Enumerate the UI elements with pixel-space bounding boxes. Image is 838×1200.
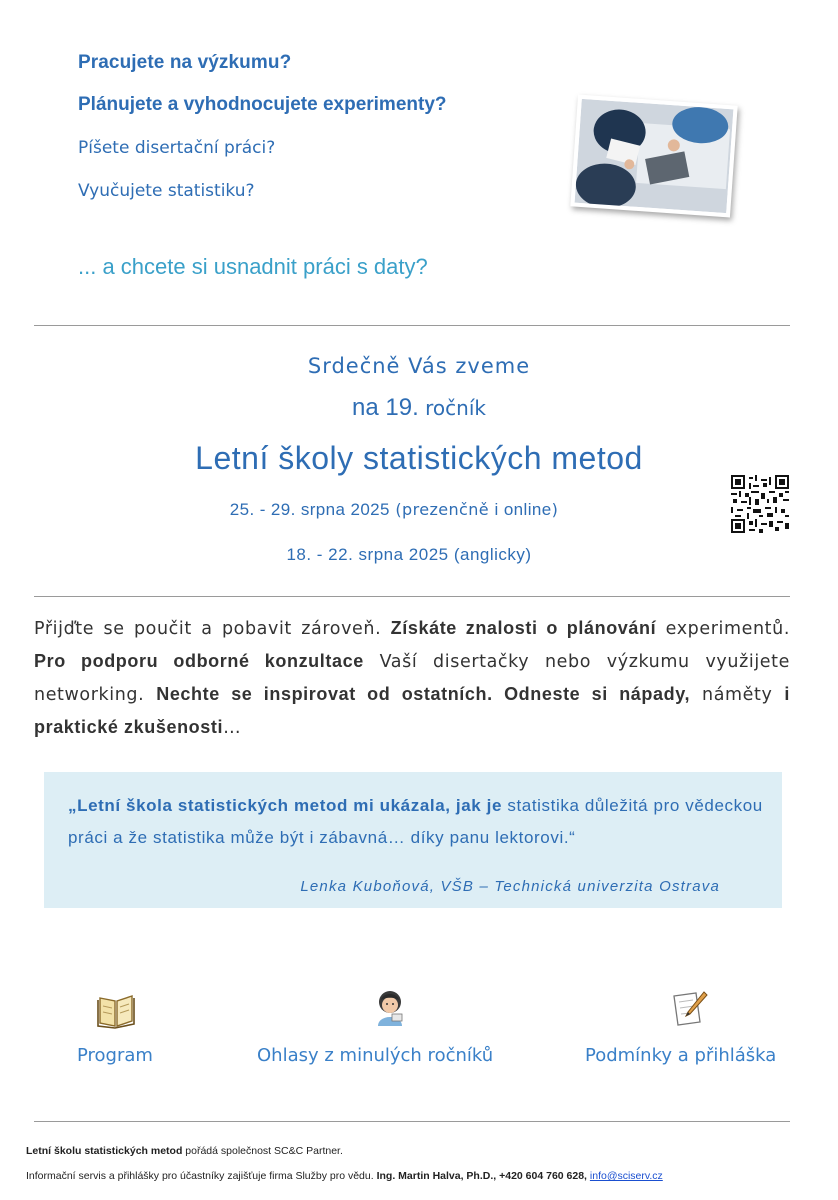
question-thesis: Píšete disertační práci? <box>78 138 276 158</box>
testimonial-quote <box>68 790 768 854</box>
reviews-link[interactable]: Ohlasy z minulých ročníků <box>257 1045 494 1066</box>
footer-contact <box>26 1170 663 1182</box>
question-teaching: Vyučujete statistiku? <box>78 181 255 201</box>
dates-czech <box>0 500 813 520</box>
book-icon[interactable] <box>96 990 136 1030</box>
dates-czech-mode: (prezenčně <box>389 500 495 519</box>
invitation-paragraph <box>34 612 790 744</box>
program-link[interactable]: Program <box>77 1045 153 1066</box>
question-research: Pracujete na výzkumu? <box>78 52 292 73</box>
dates-english: 18. - 22. srpna 2025 (anglicky) <box>286 545 532 564</box>
body-highlight-consultation: Pro podporu odborné konzultace <box>34 651 364 671</box>
footer-organizer-text: pořádá společnost SC&C Partner. <box>182 1145 343 1157</box>
edition-line <box>0 394 838 422</box>
dates-czech-online: i online <box>494 500 552 519</box>
testimonial-quote-end: statistika důležitá pro vědeckou práci a že statistika může být i zábavná… díky panu lektorovi.“ <box>68 796 763 847</box>
body-highlight-inspiration: Nechte se inspirovat od ostatních. Odneste si nápady, <box>156 684 691 704</box>
footer-school-name: Letní školu statistických metod <box>26 1145 183 1157</box>
testimonial-box <box>44 772 782 908</box>
footer-organizer <box>26 1145 343 1157</box>
edition-label: ročník <box>418 396 486 420</box>
body-sentence-3: Vaší disertačky nebo výzkumu využijete networking. <box>34 652 790 705</box>
footer-service-text: Informační servis a přihlášky pro účastníky zajišťuje firma Služby pro vědu. <box>26 1170 377 1182</box>
signup-link[interactable]: Podmínky a přihláška <box>585 1045 777 1066</box>
body-highlight-experience: i praktické zkušenosti <box>34 684 790 737</box>
dates-czech-close: ) <box>551 500 559 519</box>
footer-contact-person: Ing. Martin Halva, Ph.D., +420 604 760 628, <box>376 1170 590 1182</box>
testimonial-quote-start: „Letní škola statistických metod mi ukázala, jak je <box>68 796 503 815</box>
edition-number: na 19. <box>352 394 419 421</box>
dates-czech-range: 25. - 29. srpna 2025 <box>229 500 390 519</box>
footer-email-link[interactable]: info@sciserv.cz <box>589 1170 663 1182</box>
divider-middle <box>34 596 790 597</box>
qr-code-icon[interactable] <box>731 475 789 533</box>
person-icon[interactable] <box>370 986 410 1026</box>
testimonial-author: Lenka Kuboňová, VŠB – Technická univerzita Ostrava <box>300 878 720 895</box>
invite-line: Srdečně Vás zveme <box>307 354 531 378</box>
body-sentence-4: náměty <box>690 685 785 705</box>
school-title: Letní školy statistických metod <box>195 440 643 476</box>
divider-top <box>34 325 790 326</box>
divider-bottom <box>34 1121 790 1122</box>
question-experiments: Plánujete a vyhodnocujete experimenty? <box>78 94 447 115</box>
body-sentence-1: Přijďte se poučit a pobavit zároveň. <box>34 619 391 639</box>
body-ellipsis: … <box>223 718 242 738</box>
business-meeting-photo <box>570 95 737 218</box>
tagline: ... a chcete si usnadnit práci s daty? <box>78 254 428 279</box>
pen-paper-icon[interactable] <box>668 988 708 1028</box>
body-sentence-2: experimentů. <box>656 619 790 639</box>
body-highlight-knowledge: Získáte znalosti o plánování <box>390 618 657 638</box>
